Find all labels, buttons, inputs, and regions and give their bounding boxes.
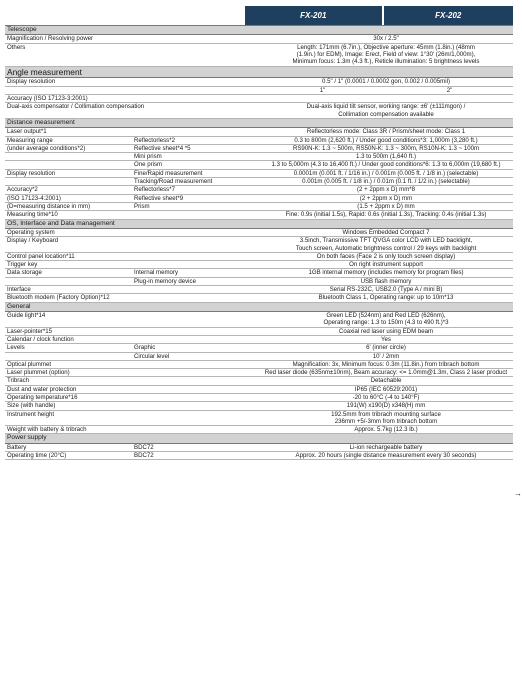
spec-sublabel (132, 211, 259, 219)
spec-sublabel (132, 78, 259, 86)
spec-row (5, 178, 513, 186)
section-header (5, 66, 513, 78)
spec-sublabel (132, 43, 259, 66)
spec-row (5, 335, 513, 343)
spec-label: Instrument height (5, 410, 132, 426)
spec-label (5, 86, 132, 94)
spec-value-fx201: 1" (259, 86, 386, 94)
spec-row (5, 312, 513, 328)
spec-sublabel: Reflective sheet*4 *5 (132, 144, 259, 152)
spec-label: Dust and water protection (5, 385, 132, 393)
spec-value: On right instrument support (259, 261, 513, 269)
spec-label: Accuracy*2 (5, 186, 132, 194)
spec-label: Control panel location*11 (5, 252, 132, 260)
spec-row (5, 103, 513, 119)
spec-row (5, 144, 513, 152)
spec-sublabel (132, 128, 259, 136)
spec-row (5, 228, 513, 236)
section-title: Telescope (5, 26, 513, 35)
spec-sublabel: Plug-in memory device (132, 277, 259, 285)
spec-row (5, 426, 513, 434)
spec-row (5, 128, 513, 136)
spec-row (5, 78, 513, 86)
spec-value: 10' / 2mm (259, 352, 513, 360)
spec-value: USB flash memory (259, 277, 513, 285)
spec-label: (D=measuring distance in mm) (5, 202, 132, 210)
spec-sublabel: Mini prism (132, 153, 259, 161)
spec-sublabel: BDC72 (132, 452, 259, 460)
spec-label: Bluetooth modem (Factory Option)*12 (5, 294, 132, 302)
spec-row (5, 369, 513, 377)
model-header (5, 6, 513, 25)
spec-sublabel (132, 426, 259, 434)
spec-label (5, 161, 132, 169)
spec-value: 6' (inner circle) (259, 344, 513, 352)
spec-row (5, 86, 513, 94)
model-fx201-header: FX-201 (243, 6, 381, 25)
spec-value: 0.001m (0.005 ft. / 1/8 in.) / 0.01m (0.1 ft. / 1/2 in.) (selectable) (259, 178, 513, 186)
spec-value (259, 94, 513, 102)
spec-value: (2 + 2ppm x D) mm (259, 194, 513, 202)
spec-sublabel (132, 228, 259, 236)
section-title: General (5, 302, 513, 311)
section-title: Power supply (5, 434, 513, 443)
spec-sublabel (132, 286, 259, 294)
spec-sublabel (132, 327, 259, 335)
spec-sublabel: Circular level (132, 352, 259, 360)
section-title: Distance measurement (5, 118, 513, 127)
spec-value: 30x / 2.5" (259, 35, 513, 43)
spec-label (5, 352, 132, 360)
arrow-marker-icon: → (514, 489, 522, 498)
spec-label: Accuracy (ISO 17123-3:2001) (5, 94, 132, 102)
spec-row (5, 360, 513, 368)
spec-sublabel (132, 103, 259, 119)
spec-label: Laser plummet (option) (5, 369, 132, 377)
section-header (5, 434, 513, 443)
spec-value: 191(W) x190(D) x348(H) mm (259, 402, 513, 410)
spec-sublabel (132, 237, 259, 253)
spec-row (5, 402, 513, 410)
spec-sublabel: One prism (132, 161, 259, 169)
spec-sublabel (132, 294, 259, 302)
spec-row (5, 252, 513, 260)
spec-label: Laser-pointer*15 (5, 327, 132, 335)
spec-row (5, 394, 513, 402)
spec-value: Coaxial red laser using EDM beam (259, 327, 513, 335)
spec-sublabel (132, 312, 259, 328)
spec-sublabel (132, 360, 259, 368)
spec-row (5, 194, 513, 202)
spec-label: Others (5, 43, 132, 66)
spec-value: 192.5mm from tribrach mounting surface 236mm +5/-3mm from tribrach bottom (259, 410, 513, 426)
spec-sublabel: Reflectorless*7 (132, 186, 259, 194)
spec-table (5, 25, 513, 460)
spec-label: Size (with handle) (5, 402, 132, 410)
spec-row (5, 269, 513, 277)
spec-value: Reflectorless mode: Class 3R / Prism/sheet mode: Class 1 (259, 128, 513, 136)
spec-label: Operating temperature*16 (5, 394, 132, 402)
spec-value: (1.5 + 2ppm x D) mm (259, 202, 513, 210)
spec-label: Dual-axis compensator / Collimation compensation (5, 103, 132, 119)
model-fx202-header: FX-202 (382, 6, 513, 25)
spec-label: Measuring time*10 (5, 211, 132, 219)
spec-sublabel (132, 335, 259, 343)
spec-row (5, 43, 513, 66)
spec-row (5, 327, 513, 335)
spec-value: -20 to 60°C (-4 to 140°F) (259, 394, 513, 402)
spec-value: Bluetooth Class 1, Operating range: up to 10m*13 (259, 294, 513, 302)
spec-sublabel (132, 86, 259, 94)
spec-sublabel (132, 35, 259, 43)
spec-value: 1GB internal memory (includes memory for program files) (259, 269, 513, 277)
spec-label: Operating time (20°C) (5, 452, 132, 460)
spec-sublabel: Reflectorless*2 (132, 136, 259, 144)
section-title: Angle measurement (5, 66, 513, 78)
spec-row (5, 186, 513, 194)
spec-sublabel: Internal memory (132, 269, 259, 277)
spec-sublabel (132, 94, 259, 102)
spec-row (5, 344, 513, 352)
spec-label: Levels (5, 344, 132, 352)
section-header (5, 26, 513, 35)
spec-label (5, 153, 132, 161)
spec-label: (ISO 17123-4:2001) (5, 194, 132, 202)
spec-value: Serial RS-232C, USB2.0 (Type A / mini B) (259, 286, 513, 294)
spec-label: (under average conditions*2) (5, 144, 132, 152)
spec-row (5, 385, 513, 393)
spec-sublabel: Fine/Rapid measurement (132, 169, 259, 177)
spec-value: Magnification: 3x, Minimum focus: 0.3m (11.8in.) from tribrach bottom (259, 360, 513, 368)
spec-sublabel: Graphic (132, 344, 259, 352)
spec-row (5, 35, 513, 43)
spec-label: Interface (5, 286, 132, 294)
spec-value: 1.3 to 500m (1,640 ft.) (259, 153, 513, 161)
section-header (5, 219, 513, 228)
spec-sheet (5, 6, 522, 498)
spec-label: Laser output*1 (5, 128, 132, 136)
spec-value: 1.3 to 5,000m (4.3 to 16,400 ft.) / Under good conditions*6: 1.3 to 6,000m (19,680 ft.) (259, 161, 513, 169)
spec-sublabel: Reflective sheet*9 (132, 194, 259, 202)
spec-value: Green LED (524nm) and Red LED (626nm), Operating range: 1.3 to 150m (4.3 to 490 ft.)*3 (259, 312, 513, 328)
spec-row (5, 202, 513, 210)
header-spacer (5, 6, 243, 25)
spec-row (5, 153, 513, 161)
spec-sublabel: BDC72 (132, 443, 259, 451)
spec-value-fx202: 2" (386, 86, 513, 94)
spec-label: Magnification / Resolving power (5, 35, 132, 43)
section-title: OS, Interface and Data management (5, 219, 513, 228)
spec-label: Operating system (5, 228, 132, 236)
spec-label: Weight with battery & tribrach (5, 426, 132, 434)
spec-row (5, 286, 513, 294)
spec-row (5, 169, 513, 177)
spec-value: Length: 171mm (6.7in.), Objective aperture: 45mm (1.8in.) (48mm (1.9in.) for EDM), Image: Erect, Field of view: 1°30' (26m/1,000m), Minimum focus: 1.3m (4.3 ft.), Reticle illumination: 5 brightness levels (259, 43, 513, 66)
spec-row (5, 410, 513, 426)
spec-value: Dual-axis liquid tilt sensor, working range: ±6' (±111mgon) / Collimation compensation available (259, 103, 513, 119)
spec-row (5, 377, 513, 385)
spec-row (5, 237, 513, 253)
spec-row (5, 136, 513, 144)
spec-row (5, 94, 513, 102)
spec-label: Optical plummet (5, 360, 132, 368)
spec-sublabel (132, 394, 259, 402)
spec-value: IP65 (IEC 60529:2001) (259, 385, 513, 393)
spec-row (5, 294, 513, 302)
spec-sublabel: Tracking/Road measurement (132, 178, 259, 186)
spec-row (5, 443, 513, 451)
section-header (5, 118, 513, 127)
spec-value: Windows Embedded Compact 7 (259, 228, 513, 236)
spec-sublabel (132, 369, 259, 377)
spec-value: Red laser diode (635nm±10nm), Beam accuracy: <= 1.0mm@1.3m, Class 2 laser product (259, 369, 513, 377)
spec-sublabel (132, 252, 259, 260)
spec-label: Display resolution (5, 169, 132, 177)
spec-label (5, 277, 132, 285)
spec-label: Data storage (5, 269, 132, 277)
spec-label: Battery (5, 443, 132, 451)
spec-row (5, 352, 513, 360)
spec-label: Guide light*14 (5, 312, 132, 328)
spec-label: Display resolution (5, 78, 132, 86)
spec-label (5, 178, 132, 186)
spec-label: Trigger key (5, 261, 132, 269)
spec-value: 3.5inch, Transmissive TFT QVGA color LCD with LED backlight, Touch screen, Automatic brightness control / 29 keys with backlight (259, 237, 513, 253)
spec-row (5, 261, 513, 269)
spec-label: Measuring range (5, 136, 132, 144)
spec-value: (2 + 2ppm x D) mm*8 (259, 186, 513, 194)
spec-sublabel (132, 402, 259, 410)
spec-sublabel (132, 385, 259, 393)
spec-sublabel: Prism (132, 202, 259, 210)
spec-value: 0.3 to 800m (2,620 ft.) / Under good conditions*3: 1,000m (3,280 ft.) (259, 136, 513, 144)
spec-value: 0.5" / 1" (0.0001 / 0.0002 gon, 0.002 / 0.005mil) (259, 78, 513, 86)
spec-label: Display / Keyboard (5, 237, 132, 253)
spec-label: Tribrach (5, 377, 132, 385)
spec-label: Calendar / clock function (5, 335, 132, 343)
spec-value: On both faces (Face 2 is only touch screen display) (259, 252, 513, 260)
spec-sublabel (132, 261, 259, 269)
spec-value: Yes (259, 335, 513, 343)
spec-value: Li-ion rechargeable battery (259, 443, 513, 451)
spec-value: Detachable (259, 377, 513, 385)
section-header (5, 302, 513, 311)
spec-value: Approx. 20 hours (single distance measurement every 30 seconds) (259, 452, 513, 460)
spec-row (5, 277, 513, 285)
spec-value: 0.0001m (0.001 ft. / 1/16 in.) / 0.001m (0.005 ft. / 1/8 in.) (selectable) (259, 169, 513, 177)
spec-value: Approx. 5.7kg (12.3 lb.) (259, 426, 513, 434)
spec-row (5, 161, 513, 169)
spec-value: RS90N-K: 1.3 ~ 500m, RS50N-K: 1.3 ~ 300m, RS10N-K: 1.3 ~ 100m (259, 144, 513, 152)
spec-value: Fine: 0.9s (initial 1.5s), Rapid: 0.6s (initial 1.3s), Tracking: 0.4s (initial 1.3s) (259, 211, 513, 219)
spec-row (5, 211, 513, 219)
spec-sublabel (132, 377, 259, 385)
spec-row (5, 452, 513, 460)
spec-sublabel (132, 410, 259, 426)
